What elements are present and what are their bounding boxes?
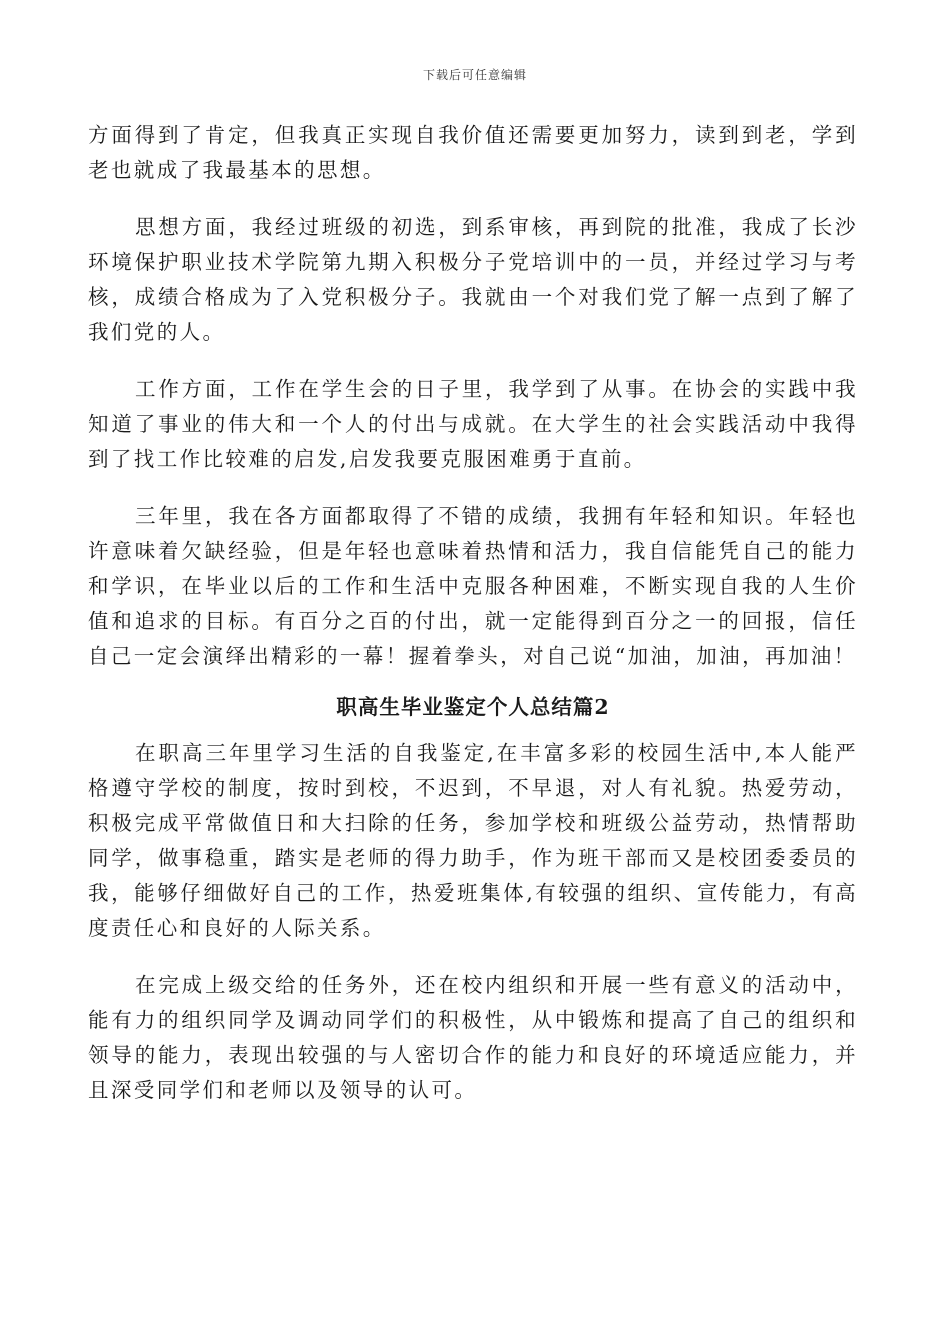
paragraph-three-years: 三年里，我在各方面都取得了不错的成绩，我拥有年轻和知识。年轻也许意味着欠缺经验，但是年轻也意味着热情和活力，我自信能凭自己的能力和学识，在毕业以后的工作和生活中克服各种困难，不断实现自我的人生价值和追求的目标。有百分之百的付出，就一定能得到百分之一的回报，信任自己一定会演绎出精彩的一幕！握着拳头，对自己说“加油，加油，再加油！ [88,504,858,668]
paragraph-continuation: 方面得到了肯定，但我真正实现自我价值还需要更加努力，读到到老，学到老也就成了我最基本的思想。 [88,123,858,182]
paragraph-self-evaluation: 在职高三年里学习生活的自我鉴定,在丰富多彩的校园生活中,本人能严格遵守学校的制度，按时到校，不迟到，不早退，对人有礼貌。热爱劳动，积极完成平常做值日和大扫除的任务，参加学校和班级公益劳动，热情帮助同学，做事稳重，踏实是老师的得力助手，作为班干部而又是校团委委员的我，能够仔细做好自己的工作，热爱班集体,有较强的组织、宣传能力，有高度责任心和良好的人际关系。 [88,741,858,940]
document-body [88,118,858,1108]
header-note: 下载后可任意编辑 [422,68,527,82]
paragraph-activities: 在完成上级交给的任务外，还在校内组织和开展一些有意义的活动中，能有力的组织同学及调动同学们的积极性，从中锻炼和提高了自己的组织和领导的能力，表现出较强的与人密切合作的能力和良好的环境适应能力，并且深受同学们和老师以及领导的认可。 [88,973,858,1102]
section-title: 职高生毕业鉴定个人总结篇2 [336,695,610,719]
paragraph-work: 工作方面，工作在学生会的日子里，我学到了从事。在协会的实践中我知道了事业的伟大和一个人的付出与成就。在大学生的社会实践活动中我得到了找工作比较难的启发,启发我要克服困难勇于直前。 [88,377,858,471]
paragraph-thought: 思想方面，我经过班级的初选，到系审核，再到院的批准，我成了长沙环境保护职业技术学院第九期入积极分子党培训中的一员，并经过学习与考核，成绩合格成为了入党积极分子。我就由一个对我们党了解一点到了解了我们党的人。 [88,215,858,344]
